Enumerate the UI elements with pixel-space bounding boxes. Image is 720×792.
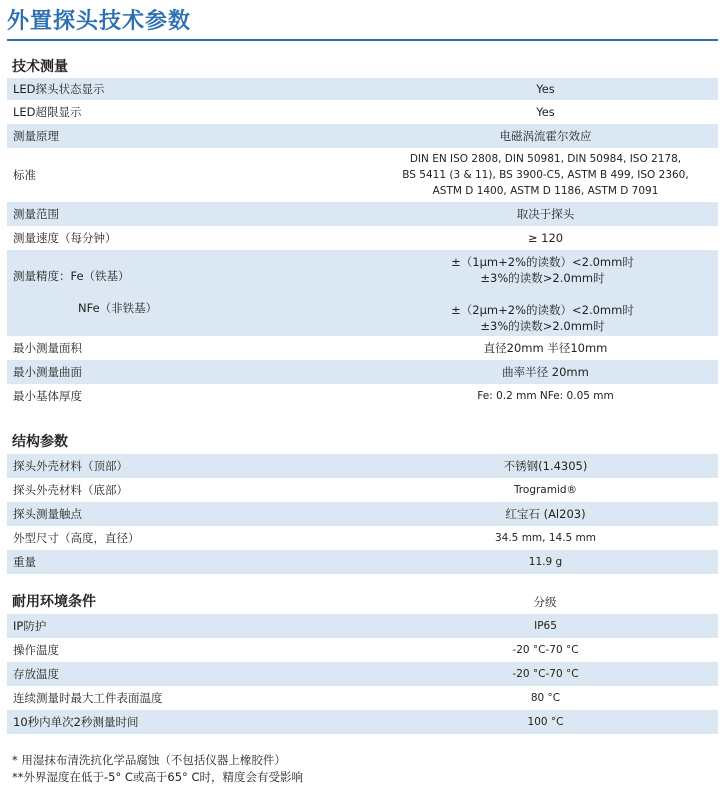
spec-label: 测量范围 [13,207,59,221]
grade-header: 分级 [533,595,557,609]
spec-label: IP防护 [13,619,47,633]
spec-label: 10秒内单次2秒测量时间 [13,715,139,729]
spec-row [7,384,718,408]
spec-row [7,202,718,226]
accuracy-line: ±（2μm+2%的读数）<2.0mm时 [451,303,634,317]
spec-row [7,454,718,478]
spec-label: 最小基体厚度 [13,389,82,403]
spec-value: 100 °C [527,716,564,728]
spec-row [7,662,718,686]
spec-value: IP65 [534,620,557,632]
spec-label: 测量原理 [13,129,59,143]
spec-label: 外型尺寸（高度，直径） [13,531,140,545]
spec-label: 最小测量面积 [13,341,82,355]
accuracy-fe-value [367,254,718,286]
spec-label: 标准 [13,168,36,182]
spec-label: 测量速度（每分钟） [13,231,117,245]
spec-label: 最小测量曲面 [13,365,82,379]
spec-row [7,100,718,124]
standards-line: ASTM D 1400, ASTM D 1186, ASTM D 7091 [432,185,659,197]
spec-row [7,360,718,384]
spec-value: Yes [536,82,555,96]
section-title-tech: 技术测量 [12,59,68,75]
spec-value: 11.9 g [528,556,563,568]
spec-value: 曲率半径 20mm [502,365,589,379]
spec-value: Trogramid® [513,484,578,496]
spec-row [7,686,718,710]
page-title: 外置探头技术参数 [7,9,192,34]
spec-label: 探头外壳材料（顶部） [13,459,128,473]
spec-label: 探头外壳材料（底部） [13,483,128,497]
spec-row [7,78,718,100]
accuracy-line: ±3%的读数>2.0mm时 [480,319,605,333]
section-title-env: 耐用环境条件 [12,594,96,610]
spec-label: 探头测量触点 [13,507,82,521]
spec-value: ≥ 120 [527,231,564,245]
spec-row [7,638,718,662]
section-tech [7,56,718,408]
spec-row [7,614,718,638]
spec-value: -20 °C-70 °C [512,644,579,656]
spec-value: 直径20mm 半径10mm [483,341,608,355]
spec-value: Yes [536,105,555,119]
spec-label: 重量 [13,555,36,569]
spec-value [373,148,718,202]
spec-value: Fe: 0.2 mm NFe: 0.05 mm [477,390,614,402]
spec-row [7,478,718,502]
spec-value: 取决于探头 [516,207,575,221]
spec-row [7,550,718,574]
spec-row [7,226,718,250]
accuracy-line: ±3%的读数>2.0mm时 [480,271,605,285]
footnote: * 用湿抹布清洗抗化学品腐蚀（不包括仪器上橡胶件） [12,753,286,767]
accuracy-fe-label: 测量精度：Fe（铁基） [13,269,130,283]
spec-value: 不锈钢(1.4305) [503,459,588,473]
section-env [7,590,718,734]
spec-row [7,148,718,202]
section-title-struct: 结构参数 [12,434,68,450]
standards-line: BS 5411 (3 & 11), BS 3900-C5, ASTM B 499, ISO 2360, [402,169,689,181]
spec-value: 电磁涡流霍尔效应 [499,129,592,143]
spec-label: 操作温度 [13,643,59,657]
spec-label: 连续测量时最大工件表面温度 [13,691,163,705]
spec-row [7,502,718,526]
spec-value: 80 °C [530,692,561,704]
footnotes [12,752,303,786]
accuracy-row [7,250,718,336]
accuracy-nfe-value [367,302,718,334]
env-header-row [7,590,718,614]
spec-value: 34.5 mm, 14.5 mm [494,532,597,544]
accuracy-nfe-label: NFe（非铁基） [78,301,158,315]
accuracy-line: ±（1μm+2%的读数）<2.0mm时 [451,255,634,269]
standards-line: DIN EN ISO 2808, DIN 50981, DIN 50984, ISO 2178, [409,153,682,165]
spec-label: LED探头状态显示 [13,82,105,96]
title-divider [7,39,718,41]
spec-row [7,710,718,734]
footnote: **外界湿度在低于-5° C或高于65° C时，精度会有受影响 [12,770,303,784]
spec-row [7,124,718,148]
spec-row [7,336,718,360]
section-struct [7,430,718,574]
spec-value: 红宝石 (Al203) [505,507,586,521]
spec-row [7,526,718,550]
spec-label: LED超限显示 [13,105,82,119]
spec-label: 存放温度 [13,667,59,681]
spec-value: -20 °C-70 °C [512,668,579,680]
